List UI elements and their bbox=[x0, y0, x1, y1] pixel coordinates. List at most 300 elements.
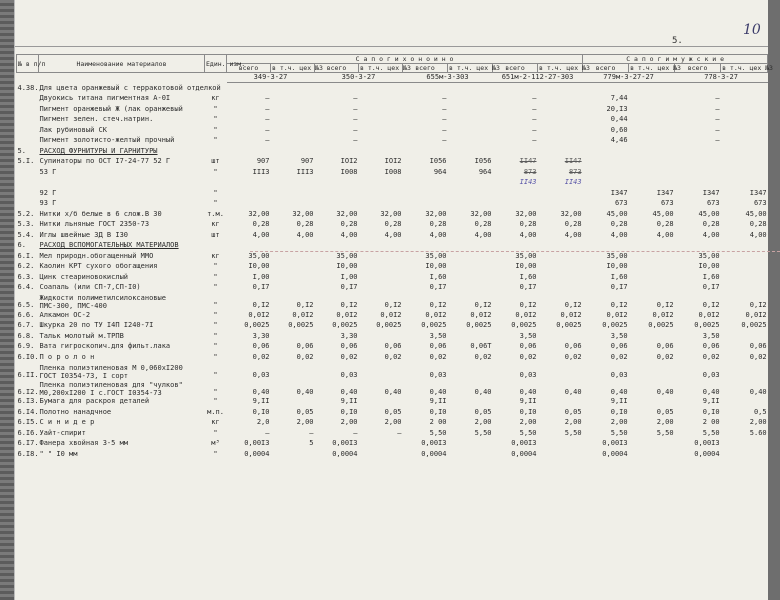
table-row bbox=[17, 428, 768, 439]
row-number: 6.4. bbox=[17, 283, 35, 292]
row-number: 6.I0. bbox=[17, 352, 39, 361]
unit-cell bbox=[205, 178, 227, 189]
value-cell: 2,00 bbox=[519, 418, 537, 427]
value-cell: 0,40 bbox=[610, 387, 628, 396]
value-cell bbox=[359, 449, 403, 460]
row-number: 6.8. bbox=[17, 331, 35, 340]
header-vtch: в т.ч. цех №3 bbox=[630, 64, 681, 72]
value-cell: 0,02 bbox=[296, 352, 314, 361]
value-cell: 7,44 bbox=[610, 94, 628, 103]
header-vtch: в т.ч. цех №3 bbox=[722, 64, 773, 72]
value-cell: – bbox=[715, 104, 720, 113]
material-name: 93 Г bbox=[39, 199, 57, 208]
article-code: 779м-3-27-27 bbox=[583, 73, 675, 83]
unit-cell: " bbox=[213, 188, 218, 197]
value-cell: I347 bbox=[656, 188, 674, 197]
value-cell bbox=[271, 115, 315, 126]
unit-cell: " bbox=[213, 370, 218, 379]
unit-cell: " bbox=[213, 449, 218, 458]
value-cell bbox=[359, 125, 403, 136]
value-cell: 0,02 bbox=[749, 352, 767, 361]
row-number: 5.4. bbox=[17, 230, 35, 239]
material-name: Вата гигроскопич.для фильт.лака bbox=[39, 342, 171, 351]
value-cell bbox=[629, 331, 675, 342]
value-cell bbox=[721, 136, 768, 147]
value-cell: 0,40 bbox=[340, 387, 358, 396]
row-number: 6.6. bbox=[17, 310, 35, 319]
material-name: " " I0 мм bbox=[39, 449, 78, 458]
value-cell: 5,50 bbox=[564, 428, 582, 437]
value-cell bbox=[359, 178, 403, 189]
value-cell bbox=[493, 83, 538, 94]
value-cell: 673 bbox=[660, 199, 674, 208]
value-cell: 0,06 bbox=[519, 342, 537, 351]
value-cell: 2,00 bbox=[610, 418, 628, 427]
value-cell bbox=[721, 104, 768, 115]
header-num: № в п/п bbox=[17, 55, 39, 73]
header-group-1: С а п о г и х о н о и н о bbox=[227, 55, 583, 64]
row-number bbox=[17, 125, 39, 136]
unit-cell: кг bbox=[211, 220, 220, 229]
value-cell bbox=[538, 104, 583, 115]
value-cell bbox=[227, 241, 271, 252]
value-cell: 4,00 bbox=[749, 230, 767, 239]
value-cell bbox=[359, 115, 403, 126]
value-cell: 964 bbox=[433, 167, 447, 176]
value-cell: 5,50 bbox=[519, 428, 537, 437]
row-number bbox=[17, 136, 39, 147]
value-cell: 0,40 bbox=[519, 387, 537, 396]
value-cell bbox=[538, 262, 583, 273]
value-cell: 35,00 bbox=[515, 251, 537, 260]
value-cell bbox=[675, 157, 721, 168]
row-number bbox=[17, 94, 39, 105]
table-row bbox=[17, 136, 768, 147]
value-cell bbox=[403, 188, 448, 199]
value-cell: 3,50 bbox=[702, 331, 720, 340]
value-cell bbox=[721, 167, 768, 178]
article-code: 655м-3-303 bbox=[403, 73, 493, 83]
unit-cell: " bbox=[213, 321, 218, 330]
header-vtch: в т.ч. цех №3 bbox=[449, 64, 500, 72]
value-cell: 0,I7 bbox=[610, 283, 628, 292]
header-vsego: всего bbox=[403, 64, 448, 73]
value-cell bbox=[359, 94, 403, 105]
unit-cell: кг bbox=[211, 418, 220, 427]
value-cell: 35,00 bbox=[336, 251, 358, 260]
value-cell bbox=[359, 397, 403, 408]
value-cell bbox=[538, 136, 583, 147]
value-cell bbox=[271, 199, 315, 210]
top-rule-line bbox=[14, 46, 768, 47]
table-row bbox=[17, 220, 768, 231]
table-row bbox=[17, 310, 768, 321]
article-code: 651м-2-112-27-303 bbox=[493, 73, 583, 83]
value-cell: 0,02 bbox=[252, 352, 270, 361]
value-cell bbox=[493, 146, 538, 157]
value-cell bbox=[359, 136, 403, 147]
value-cell: – bbox=[442, 115, 447, 124]
value-cell: 0,0I2 bbox=[470, 310, 492, 319]
value-cell: 4,00 bbox=[564, 230, 582, 239]
value-cell bbox=[359, 272, 403, 283]
value-cell: – bbox=[353, 125, 358, 134]
value-cell: 0,60 bbox=[610, 125, 628, 134]
value-cell: – bbox=[265, 104, 270, 113]
value-cell bbox=[629, 283, 675, 294]
value-cell: 0,I0 bbox=[252, 407, 270, 416]
value-cell: 0,00I3 bbox=[244, 439, 270, 448]
value-cell: 32,00 bbox=[292, 209, 314, 218]
value-cell: – bbox=[353, 428, 358, 437]
value-cell bbox=[359, 439, 403, 450]
row-number: 6.I6. bbox=[17, 428, 39, 437]
value-cell bbox=[583, 241, 629, 252]
unit-cell: т.м. bbox=[207, 209, 224, 218]
value-cell bbox=[493, 241, 538, 252]
value-cell bbox=[629, 251, 675, 262]
value-cell: 0,28 bbox=[474, 220, 492, 229]
value-cell: I,00 bbox=[252, 272, 270, 281]
value-cell: 2,00 bbox=[296, 418, 314, 427]
value-cell: 45,00 bbox=[745, 209, 767, 218]
value-cell bbox=[538, 439, 583, 450]
value-cell: 0,06 bbox=[610, 342, 628, 351]
value-cell: 0,03 bbox=[702, 370, 720, 379]
header-unit: Един. изм. bbox=[205, 55, 227, 73]
value-cell: II43 bbox=[564, 178, 582, 187]
value-cell: I,60 bbox=[610, 272, 628, 281]
value-cell: 35,00 bbox=[698, 251, 720, 260]
value-cell: 4,00 bbox=[429, 230, 447, 239]
value-cell: 673 bbox=[753, 199, 767, 208]
value-cell: 0,05 bbox=[296, 407, 314, 416]
value-cell: – bbox=[532, 136, 537, 145]
value-cell: I347 bbox=[702, 188, 720, 197]
value-cell bbox=[721, 83, 768, 94]
table-row bbox=[17, 262, 768, 273]
value-cell: 0,0025 bbox=[421, 321, 447, 330]
value-cell bbox=[315, 83, 359, 94]
table-row bbox=[17, 251, 768, 262]
material-name: Полотно нанадчное bbox=[39, 407, 112, 416]
value-cell bbox=[538, 241, 583, 252]
value-cell: – bbox=[532, 94, 537, 103]
value-cell: 45,00 bbox=[698, 209, 720, 218]
value-cell: I,60 bbox=[429, 272, 447, 281]
value-cell: 4,00 bbox=[519, 230, 537, 239]
value-cell: – bbox=[715, 94, 720, 103]
unit-cell: " bbox=[213, 104, 218, 113]
value-cell: 9,II bbox=[610, 397, 628, 406]
section-heading-row bbox=[17, 241, 768, 252]
value-cell bbox=[448, 262, 493, 273]
value-cell: 0,0025 bbox=[511, 321, 537, 330]
value-cell: 2,00 bbox=[340, 418, 358, 427]
unit-cell: " bbox=[213, 397, 218, 406]
value-cell: 45,00 bbox=[606, 209, 628, 218]
value-cell: III3 bbox=[252, 167, 270, 176]
value-cell: 0,0025 bbox=[741, 321, 767, 330]
value-cell: 32,00 bbox=[560, 209, 582, 218]
row-number: 6. bbox=[17, 241, 26, 250]
value-cell: 0,0I2 bbox=[652, 310, 674, 319]
value-cell bbox=[538, 146, 583, 157]
row-number bbox=[17, 199, 39, 210]
value-cell bbox=[227, 178, 271, 189]
value-cell: 0,I2 bbox=[296, 301, 314, 309]
table-row bbox=[17, 199, 768, 210]
header-vtch: в т.ч. цех №3 bbox=[272, 64, 323, 72]
material-name: Алкамон ОС-2 bbox=[39, 310, 91, 319]
row-number: 6.3. bbox=[17, 272, 35, 281]
value-cell bbox=[448, 439, 493, 450]
value-cell bbox=[448, 272, 493, 283]
value-cell: 0,I7 bbox=[429, 283, 447, 292]
value-cell: 0,02 bbox=[429, 352, 447, 361]
value-cell: 0,I7 bbox=[340, 283, 358, 292]
table-row bbox=[17, 321, 768, 332]
unit-cell: " bbox=[213, 301, 218, 309]
value-cell bbox=[629, 241, 675, 252]
value-cell: 2,00 bbox=[384, 418, 402, 427]
value-cell: 3,30 bbox=[252, 331, 270, 340]
value-cell bbox=[271, 272, 315, 283]
value-cell: 0,I0 bbox=[340, 407, 358, 416]
value-cell: 4,00 bbox=[702, 230, 720, 239]
value-cell: 4,00 bbox=[656, 230, 674, 239]
value-cell bbox=[359, 83, 403, 94]
unit-cell: " bbox=[213, 125, 218, 134]
value-cell: 0,02 bbox=[656, 352, 674, 361]
value-cell: 0,03 bbox=[610, 370, 628, 379]
value-cell: 0,40 bbox=[702, 387, 720, 396]
unit-cell: шт bbox=[211, 157, 220, 166]
value-cell bbox=[359, 363, 403, 380]
value-cell: 0,I0 bbox=[429, 407, 447, 416]
value-cell bbox=[315, 146, 359, 157]
value-cell bbox=[448, 83, 493, 94]
value-cell: 0,02 bbox=[340, 352, 358, 361]
value-cell: 9,II bbox=[519, 397, 537, 406]
value-cell bbox=[448, 104, 493, 115]
value-cell bbox=[271, 104, 315, 115]
value-cell: 0,0004 bbox=[244, 449, 270, 458]
row-number bbox=[17, 167, 39, 178]
value-cell bbox=[538, 199, 583, 210]
value-cell bbox=[359, 283, 403, 294]
value-cell: I0,00 bbox=[336, 262, 358, 271]
handwritten-page-number: 10 bbox=[743, 22, 761, 38]
value-cell bbox=[721, 272, 768, 283]
material-name: Уайт-спирит bbox=[39, 428, 86, 437]
value-cell: I0,00 bbox=[248, 262, 270, 271]
value-cell bbox=[675, 241, 721, 252]
material-name: Лак рубиновый СК bbox=[39, 125, 107, 134]
value-cell: 0,0004 bbox=[602, 449, 628, 458]
value-cell: 907 bbox=[300, 157, 314, 166]
value-cell: 2 00 bbox=[702, 418, 720, 427]
table-row bbox=[17, 157, 768, 168]
material-name: Пигмент золотисто-желтый прочный bbox=[39, 136, 175, 145]
value-cell: 4,00 bbox=[340, 230, 358, 239]
value-cell: 3,50 bbox=[429, 331, 447, 340]
value-cell bbox=[448, 136, 493, 147]
value-cell bbox=[721, 262, 768, 273]
table-row bbox=[17, 83, 768, 94]
value-cell bbox=[721, 125, 768, 136]
value-cell bbox=[721, 251, 768, 262]
value-cell: 0,28 bbox=[702, 220, 720, 229]
value-cell bbox=[675, 167, 721, 178]
value-cell: II47 bbox=[519, 157, 537, 166]
value-cell: 0,02 bbox=[519, 352, 537, 361]
value-cell: 0,0I2 bbox=[606, 310, 628, 319]
table-row bbox=[17, 439, 768, 450]
value-cell: 0,0I2 bbox=[380, 310, 402, 319]
value-cell: 0,05 bbox=[474, 407, 492, 416]
row-number: 5.3. bbox=[17, 220, 35, 229]
value-cell bbox=[538, 283, 583, 294]
value-cell: 0,06 bbox=[564, 342, 582, 351]
value-cell: 0,I0 bbox=[610, 407, 628, 416]
value-cell bbox=[583, 167, 629, 178]
material-name: 53 Г bbox=[39, 167, 57, 176]
value-cell bbox=[227, 83, 271, 94]
value-cell bbox=[675, 178, 721, 189]
value-cell: 5.60 bbox=[749, 428, 767, 437]
value-cell: 4,00 bbox=[384, 230, 402, 239]
unit-cell: шт bbox=[211, 230, 220, 239]
value-cell: 0,I2 bbox=[340, 301, 358, 309]
value-cell: I,60 bbox=[702, 272, 720, 281]
table-row bbox=[17, 449, 768, 460]
value-cell bbox=[721, 363, 768, 380]
value-cell: 32,00 bbox=[470, 209, 492, 218]
value-cell: 32,00 bbox=[380, 209, 402, 218]
material-name: Нитки льняные ГОСТ 2350-73 bbox=[39, 220, 150, 229]
table-row bbox=[17, 397, 768, 408]
unit-cell: " bbox=[213, 283, 218, 292]
value-cell: 0,0004 bbox=[421, 449, 447, 458]
value-cell: 673 bbox=[706, 199, 720, 208]
value-cell bbox=[493, 199, 538, 210]
value-cell bbox=[629, 272, 675, 283]
value-cell: – bbox=[309, 428, 314, 437]
value-cell: 0,I2 bbox=[702, 301, 720, 309]
table-row bbox=[17, 230, 768, 241]
value-cell bbox=[359, 199, 403, 210]
value-cell: 0,06 bbox=[429, 342, 447, 351]
value-cell bbox=[675, 83, 721, 94]
value-cell bbox=[403, 199, 448, 210]
value-cell: – bbox=[353, 94, 358, 103]
unit-cell bbox=[205, 241, 227, 252]
value-cell bbox=[629, 115, 675, 126]
value-cell: 0,0I2 bbox=[336, 310, 358, 319]
table-header bbox=[17, 55, 773, 83]
value-cell: – bbox=[715, 136, 720, 145]
row-number: 5. bbox=[17, 146, 26, 155]
unit-cell: кг bbox=[211, 94, 220, 103]
value-cell bbox=[629, 146, 675, 157]
value-cell: – bbox=[442, 125, 447, 134]
value-cell bbox=[448, 241, 493, 252]
material-name: Пленка полиэтиленовая для "чулков" М0,200хI200 I с.ГОСТ I0354-73 bbox=[39, 380, 183, 397]
material-name: Пленка полиэтиленовая М 0,060хI200 ГОСТ I0354-73, I сорт bbox=[39, 363, 183, 380]
value-cell bbox=[271, 397, 315, 408]
row-number: 6.I2. bbox=[17, 387, 39, 396]
value-cell bbox=[629, 449, 675, 460]
value-cell: 0,03 bbox=[429, 370, 447, 379]
value-cell: 0,0I2 bbox=[698, 310, 720, 319]
value-cell: 0,0025 bbox=[602, 321, 628, 330]
value-cell bbox=[583, 157, 629, 168]
header-vsego: всего bbox=[583, 64, 629, 73]
table-row bbox=[17, 178, 768, 189]
typed-page-number: 5. bbox=[672, 36, 683, 46]
value-cell: 0,0I2 bbox=[248, 310, 270, 319]
value-cell: 0,40 bbox=[749, 387, 767, 396]
value-cell: I056 bbox=[429, 157, 447, 166]
table-row bbox=[17, 293, 768, 310]
value-cell: – bbox=[265, 125, 270, 134]
value-cell bbox=[538, 363, 583, 380]
value-cell: 0,I2 bbox=[384, 301, 402, 309]
value-cell bbox=[629, 262, 675, 273]
value-cell bbox=[538, 83, 583, 94]
value-cell bbox=[448, 188, 493, 199]
header-group-2: С а п о г и м у ж с к и е bbox=[583, 55, 768, 64]
material-name: Каолин КРТ сухого обогащения bbox=[39, 262, 158, 271]
value-cell: 0,00I3 bbox=[602, 439, 628, 448]
unit-cell: " bbox=[213, 428, 218, 437]
unit-cell: " bbox=[213, 310, 218, 319]
value-cell: 0,06 bbox=[296, 342, 314, 351]
unit-cell: " bbox=[213, 272, 218, 281]
value-cell: – bbox=[353, 115, 358, 124]
value-cell: 873 bbox=[523, 167, 537, 176]
value-cell bbox=[629, 157, 675, 168]
row-number: 6.I3. bbox=[17, 397, 39, 406]
value-cell: 0,I2 bbox=[564, 301, 582, 309]
row-number bbox=[17, 178, 39, 189]
article-code: 349-3-27 bbox=[227, 73, 315, 83]
value-cell: I0,00 bbox=[698, 262, 720, 271]
value-cell: 3,50 bbox=[519, 331, 537, 340]
value-cell bbox=[629, 83, 675, 94]
value-cell bbox=[271, 283, 315, 294]
value-cell bbox=[359, 251, 403, 262]
value-cell bbox=[359, 241, 403, 252]
value-cell bbox=[721, 397, 768, 408]
value-cell: 0,00I3 bbox=[511, 439, 537, 448]
value-cell bbox=[721, 115, 768, 126]
value-cell: I008 bbox=[384, 167, 402, 176]
row-number: 4.38. bbox=[17, 83, 39, 92]
table-row bbox=[17, 352, 768, 363]
value-cell bbox=[721, 178, 768, 189]
value-cell: 0,0025 bbox=[288, 321, 314, 330]
material-name: Нитки х/б белые в 6 слож.В 30 bbox=[39, 209, 162, 218]
value-cell: 0,03 bbox=[519, 370, 537, 379]
value-cell bbox=[538, 115, 583, 126]
table-row bbox=[17, 418, 768, 429]
left-margin-line bbox=[14, 0, 15, 600]
value-cell: 5,50 bbox=[474, 428, 492, 437]
value-cell: 0,40 bbox=[656, 387, 674, 396]
value-cell: – bbox=[532, 104, 537, 113]
